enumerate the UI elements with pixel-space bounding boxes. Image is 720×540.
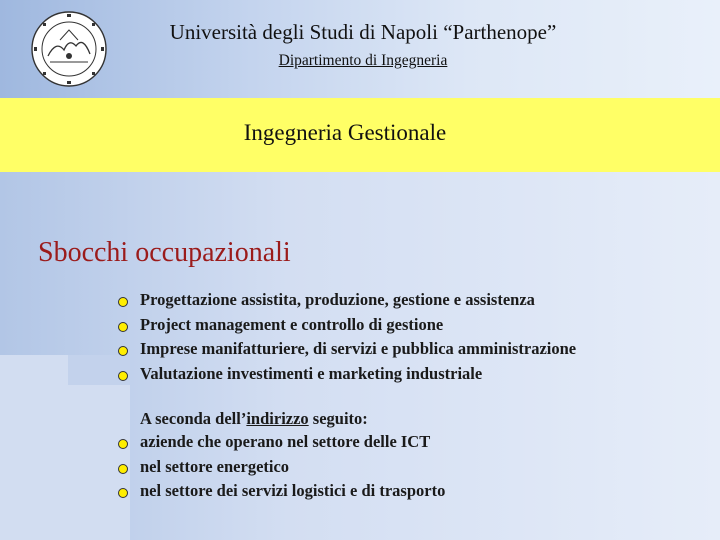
university-seal-icon [30, 10, 108, 88]
intro-underlined: indirizzo [246, 409, 309, 428]
list-item-text: nel settore dei servizi logistici e di trasporto [140, 481, 446, 500]
list-item-text: Project management e controllo di gestione [140, 314, 444, 334]
list-item [0, 457, 720, 482]
intro-prefix: A seconda dell’ [140, 409, 247, 428]
list-item-text: Progettazione assistita, produzione, gestione e assistenza [140, 290, 535, 309]
list-item [0, 432, 720, 457]
list-item [0, 290, 720, 315]
section-title: Sbocchi occupazionali [38, 237, 291, 268]
bullet-icon [117, 438, 129, 450]
bullet-icon [117, 370, 129, 382]
bullet-icon [117, 463, 129, 475]
sector-list [0, 432, 720, 506]
list-item [0, 315, 720, 340]
bullet-icon [117, 487, 129, 499]
list-item [0, 364, 720, 389]
bullet-icon [117, 345, 129, 357]
bullet-icon [117, 296, 129, 308]
list-item [0, 481, 720, 506]
list-item-text: Imprese manifatturiere, di servizi e pubblica amministrazione [140, 339, 577, 358]
university-name: Università degli Studi di Napoli “Parthenope” [169, 20, 557, 44]
course-title: Ingegneria Gestionale [243, 120, 447, 145]
department-name: Dipartimento di Ingegneria [278, 52, 448, 69]
list-item-text: aziende che operano nel settore delle ICT [140, 432, 431, 451]
intro-text [140, 409, 368, 429]
list-item-text: nel settore energetico [140, 456, 290, 476]
intro-suffix: seguito: [308, 409, 368, 428]
career-list [0, 290, 720, 388]
bullet-icon [117, 321, 129, 333]
list-item [0, 339, 720, 364]
list-item-text: Valutazione investimenti e marketing industriale [140, 363, 483, 383]
